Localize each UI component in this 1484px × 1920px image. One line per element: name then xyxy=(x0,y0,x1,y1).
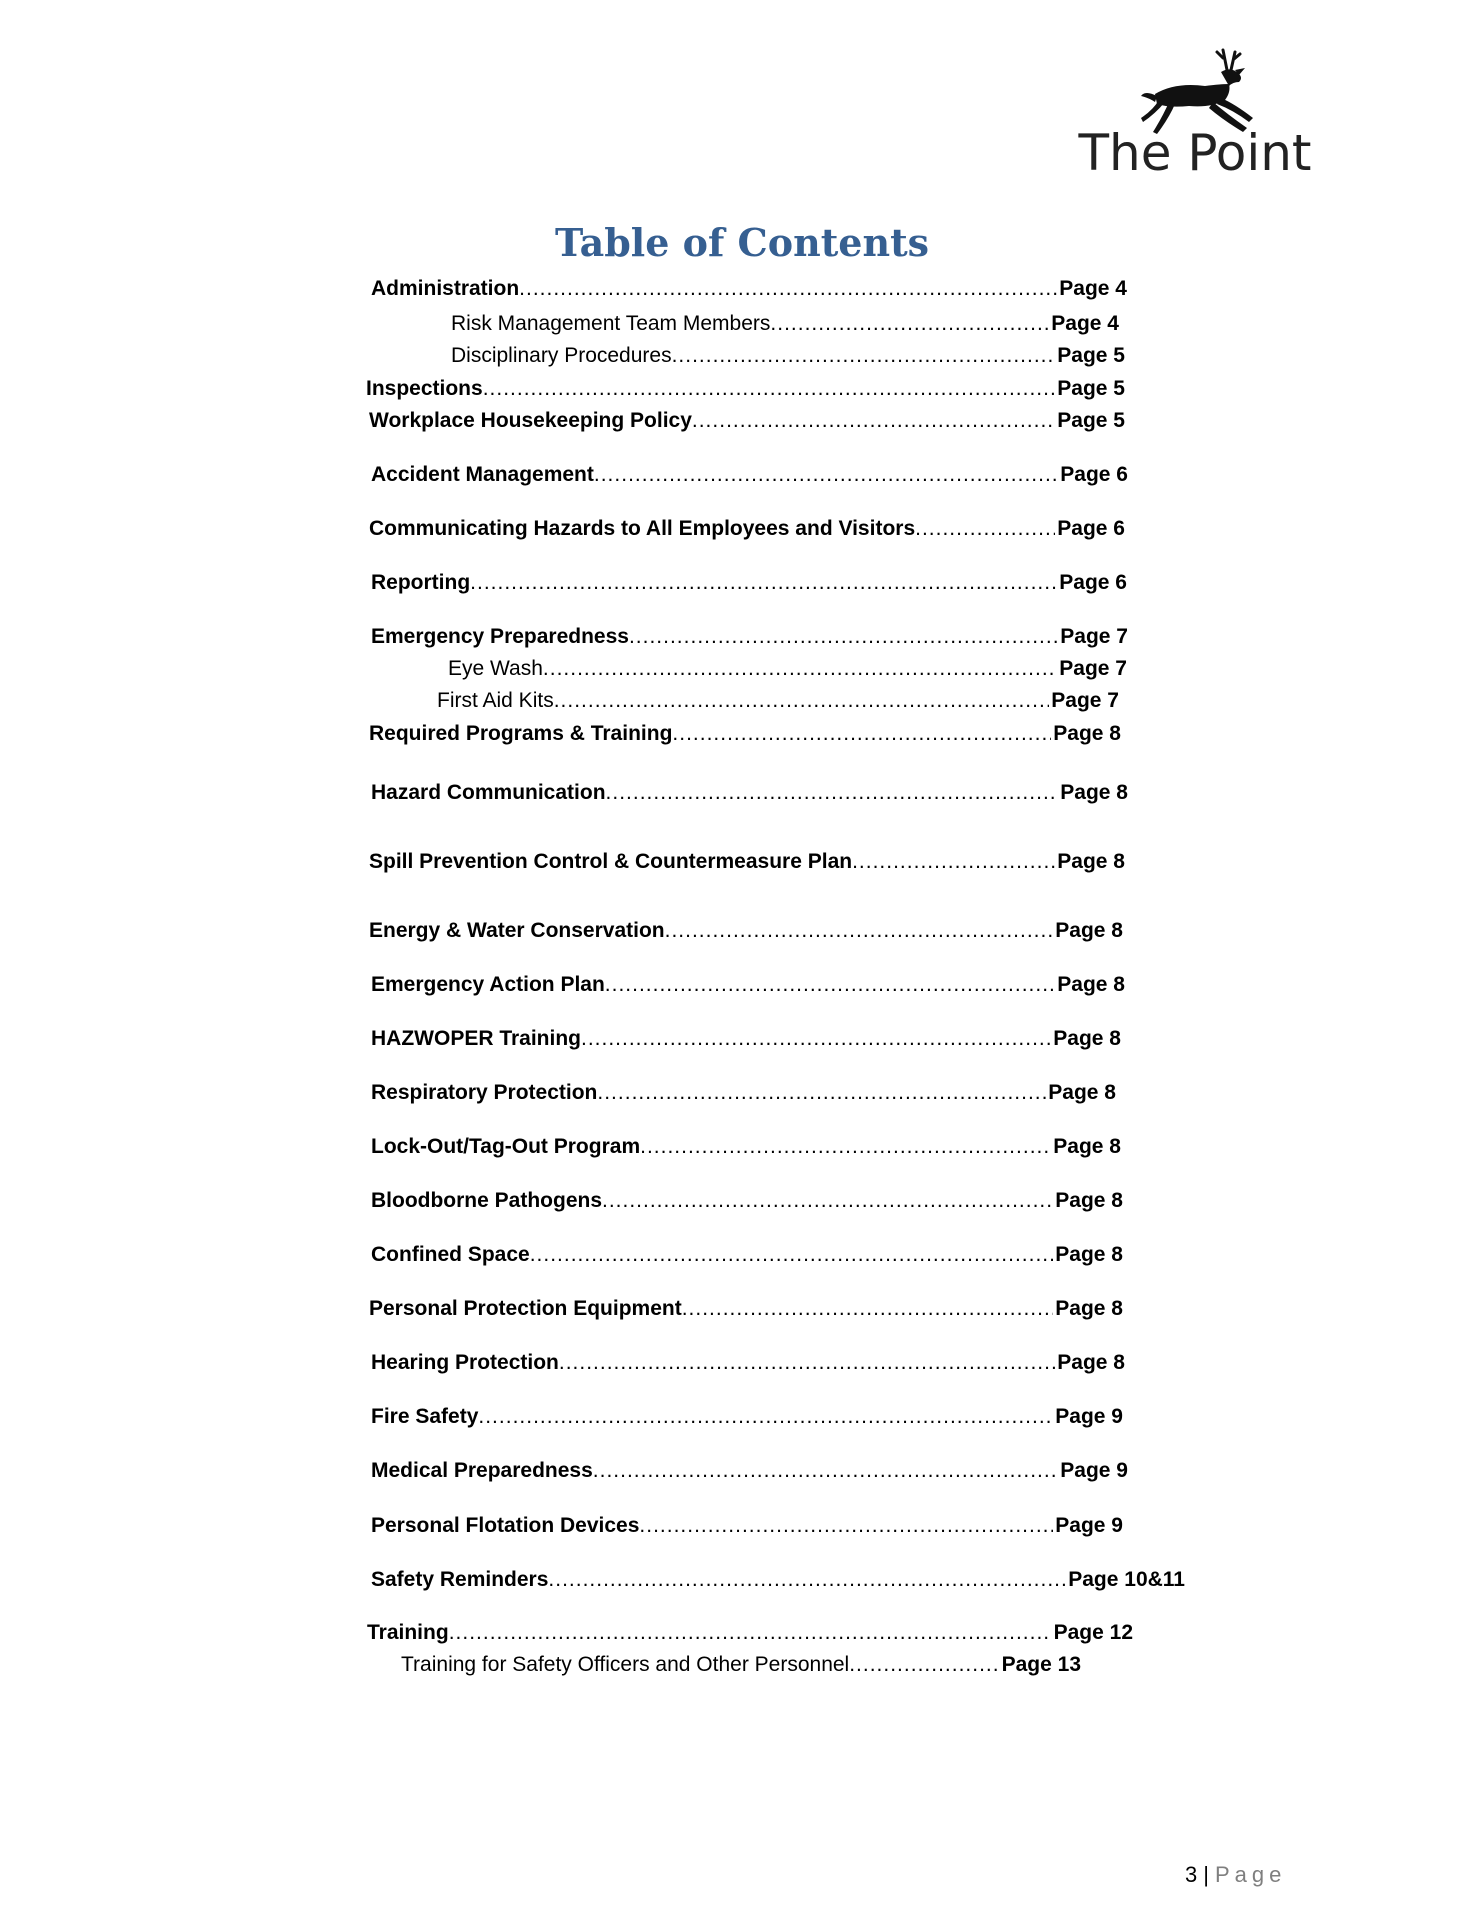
toc-entry-risk-management-team-members[interactable] xyxy=(451,311,1119,337)
toc-page-ref: Page 9 xyxy=(1060,1459,1128,1482)
toc-page-ref: Page 5 xyxy=(1057,377,1125,400)
toc-entry-label: Medical Preparedness xyxy=(371,1459,593,1482)
dot-leader xyxy=(548,1567,1066,1593)
toc-entry-label: Confined Space xyxy=(371,1243,530,1266)
toc-entry-medical-preparedness[interactable] xyxy=(371,1458,1128,1484)
toc-entry-bloodborne-pathogens[interactable] xyxy=(371,1188,1123,1214)
toc-entry-label: Energy & Water Conservation xyxy=(369,919,665,942)
toc-entry-confined-space[interactable] xyxy=(371,1242,1123,1268)
toc-entry-inspections[interactable] xyxy=(366,376,1125,402)
toc-entry-eye-wash[interactable] xyxy=(448,656,1127,682)
toc-entry-label: Hazard Communication xyxy=(371,781,606,804)
toc-page-ref: Page 10&11 xyxy=(1068,1568,1185,1591)
toc-entry-hazwoper-training[interactable] xyxy=(371,1026,1121,1052)
toc-entry-hearing-protection[interactable] xyxy=(371,1350,1125,1376)
toc-entry-respiratory-protection[interactable] xyxy=(371,1080,1116,1106)
toc-page-ref: Page 8 xyxy=(1055,1189,1123,1212)
dot-leader xyxy=(470,570,1057,596)
dot-leader xyxy=(849,1652,999,1678)
toc-entry-label: Respiratory Protection xyxy=(371,1081,598,1104)
toc-entry-personal-flotation-devices[interactable] xyxy=(371,1513,1123,1539)
toc-page-ref: Page 8 xyxy=(1048,1081,1116,1104)
toc-entry-emergency-action-plan[interactable] xyxy=(371,972,1125,998)
dot-leader xyxy=(602,1188,1053,1214)
toc-entry-label: First Aid Kits xyxy=(437,689,554,712)
footer-page-word: Page xyxy=(1214,1862,1287,1887)
toc-entry-personal-protection-equipment[interactable] xyxy=(369,1296,1123,1322)
toc-page-ref: Page 8 xyxy=(1055,1243,1123,1266)
toc-entry-energy-water-conservation[interactable] xyxy=(369,918,1123,944)
toc-entry-fire-safety[interactable] xyxy=(371,1404,1123,1430)
toc-entry-safety-reminders[interactable] xyxy=(371,1567,1185,1593)
toc-page-ref: Page 8 xyxy=(1057,850,1125,873)
toc-page-ref: Page 6 xyxy=(1059,571,1127,594)
dot-leader xyxy=(665,918,1054,944)
dot-leader xyxy=(672,721,1051,747)
toc-entry-label: HAZWOPER Training xyxy=(371,1027,581,1050)
toc-entry-spill-prevention[interactable] xyxy=(369,849,1125,875)
toc-entry-label: Administration xyxy=(371,277,520,300)
toc-entry-label: Emergency Preparedness xyxy=(371,625,629,648)
toc-page-ref: Page 7 xyxy=(1051,689,1119,712)
toc-page-ref: Page 9 xyxy=(1055,1514,1123,1537)
toc-entry-lockout-tagout-program[interactable] xyxy=(371,1134,1121,1160)
toc-page-ref: Page 7 xyxy=(1060,625,1128,648)
dot-leader xyxy=(554,688,1050,714)
toc-page-ref: Page 5 xyxy=(1057,409,1125,432)
dot-leader xyxy=(605,972,1055,998)
toc-entry-workplace-housekeeping-policy[interactable] xyxy=(369,408,1125,434)
toc-page-ref: Page 6 xyxy=(1060,463,1128,486)
toc-page-ref: Page 8 xyxy=(1055,1297,1123,1320)
dot-leader xyxy=(639,1513,1053,1539)
toc-page-ref: Page 8 xyxy=(1057,1351,1125,1374)
dot-leader xyxy=(449,1620,1052,1646)
dot-leader xyxy=(682,1296,1054,1322)
toc-entry-label: Personal Flotation Devices xyxy=(371,1514,640,1537)
toc-entry-administration[interactable] xyxy=(371,276,1127,302)
toc-entry-label: Reporting xyxy=(371,571,471,594)
page-title: Table of Contents xyxy=(554,220,930,265)
dot-leader xyxy=(478,1404,1053,1430)
toc-entry-label: Communicating Hazards to All Employees and Visitors xyxy=(369,517,916,540)
toc-entry-label: Hearing Protection xyxy=(371,1351,559,1374)
toc-entry-label: Risk Management Team Members xyxy=(451,312,771,335)
toc-entry-label: Bloodborne Pathogens xyxy=(371,1189,602,1212)
dot-leader xyxy=(597,1080,1046,1106)
dot-leader xyxy=(915,516,1055,542)
dot-leader xyxy=(519,276,1057,302)
dot-leader xyxy=(543,656,1057,682)
toc-entry-emergency-preparedness[interactable] xyxy=(371,624,1128,650)
toc-page-ref: Page 8 xyxy=(1060,781,1128,804)
footer-separator: | xyxy=(1203,1862,1209,1887)
logo-text: The Point xyxy=(1078,124,1312,182)
toc-entry-label: Eye Wash xyxy=(448,657,543,680)
toc-entry-label: Spill Prevention Control & Countermeasure Plan xyxy=(369,850,853,873)
toc-entry-disciplinary-procedures[interactable] xyxy=(451,343,1125,369)
toc-entry-label: Required Programs & Training xyxy=(369,722,673,745)
toc-entry-label: Inspections xyxy=(366,377,483,400)
dot-leader xyxy=(629,624,1058,650)
toc-page-ref: Page 4 xyxy=(1051,312,1119,335)
toc-entry-training-safety-officers[interactable] xyxy=(401,1652,1081,1678)
dot-leader xyxy=(672,343,1056,369)
toc-entry-hazard-communication[interactable] xyxy=(371,780,1128,806)
toc-entry-label: Training for Safety Officers and Other Personnel xyxy=(401,1653,850,1676)
toc-entry-label: Workplace Housekeeping Policy xyxy=(369,409,692,432)
toc-page-ref: Page 8 xyxy=(1053,1135,1121,1158)
toc-entry-label: Emergency Action Plan xyxy=(371,973,605,996)
toc-page-ref: Page 13 xyxy=(1001,1653,1081,1676)
toc-page-ref: Page 8 xyxy=(1055,919,1123,942)
toc-page-ref: Page 7 xyxy=(1059,657,1127,680)
toc-page-ref: Page 5 xyxy=(1057,344,1125,367)
dot-leader xyxy=(593,1458,1059,1484)
toc-entry-first-aid-kits[interactable] xyxy=(437,688,1119,714)
toc-entry-training[interactable] xyxy=(367,1620,1133,1646)
toc-entry-communicating-hazards[interactable] xyxy=(369,516,1125,542)
toc-entry-label: Accident Management xyxy=(371,463,594,486)
dot-leader xyxy=(692,408,1055,434)
logo xyxy=(1075,48,1315,188)
page-number: 3 xyxy=(1185,1862,1198,1887)
dot-leader xyxy=(770,311,1049,337)
dot-leader xyxy=(530,1242,1054,1268)
dot-leader xyxy=(606,780,1059,806)
toc-entry-label: Training xyxy=(367,1621,449,1644)
toc-page-ref: Page 8 xyxy=(1057,973,1125,996)
toc-entry-label: Disciplinary Procedures xyxy=(451,344,672,367)
toc-page-ref: Page 9 xyxy=(1055,1405,1123,1428)
toc-entry-label: Fire Safety xyxy=(371,1405,479,1428)
dot-leader xyxy=(594,462,1058,488)
page-footer xyxy=(1185,1862,1286,1888)
dot-leader xyxy=(559,1350,1055,1376)
toc-entry-reporting[interactable] xyxy=(371,570,1127,596)
toc-page-ref: Page 6 xyxy=(1057,517,1125,540)
dot-leader xyxy=(581,1026,1051,1052)
toc-page-ref: Page 4 xyxy=(1059,277,1127,300)
toc-entry-accident-management[interactable] xyxy=(371,462,1128,488)
toc-entry-required-programs-training[interactable] xyxy=(369,721,1121,747)
dot-leader xyxy=(483,376,1056,402)
dot-leader xyxy=(852,849,1055,875)
toc-entry-label: Lock-Out/Tag-Out Program xyxy=(371,1135,641,1158)
toc-page-ref: Page 8 xyxy=(1053,722,1121,745)
toc-entry-label: Safety Reminders xyxy=(371,1568,549,1591)
toc-page-ref: Page 12 xyxy=(1053,1621,1133,1644)
dot-leader xyxy=(640,1134,1051,1160)
toc-entry-label: Personal Protection Equipment xyxy=(369,1297,682,1320)
toc-page-ref: Page 8 xyxy=(1053,1027,1121,1050)
